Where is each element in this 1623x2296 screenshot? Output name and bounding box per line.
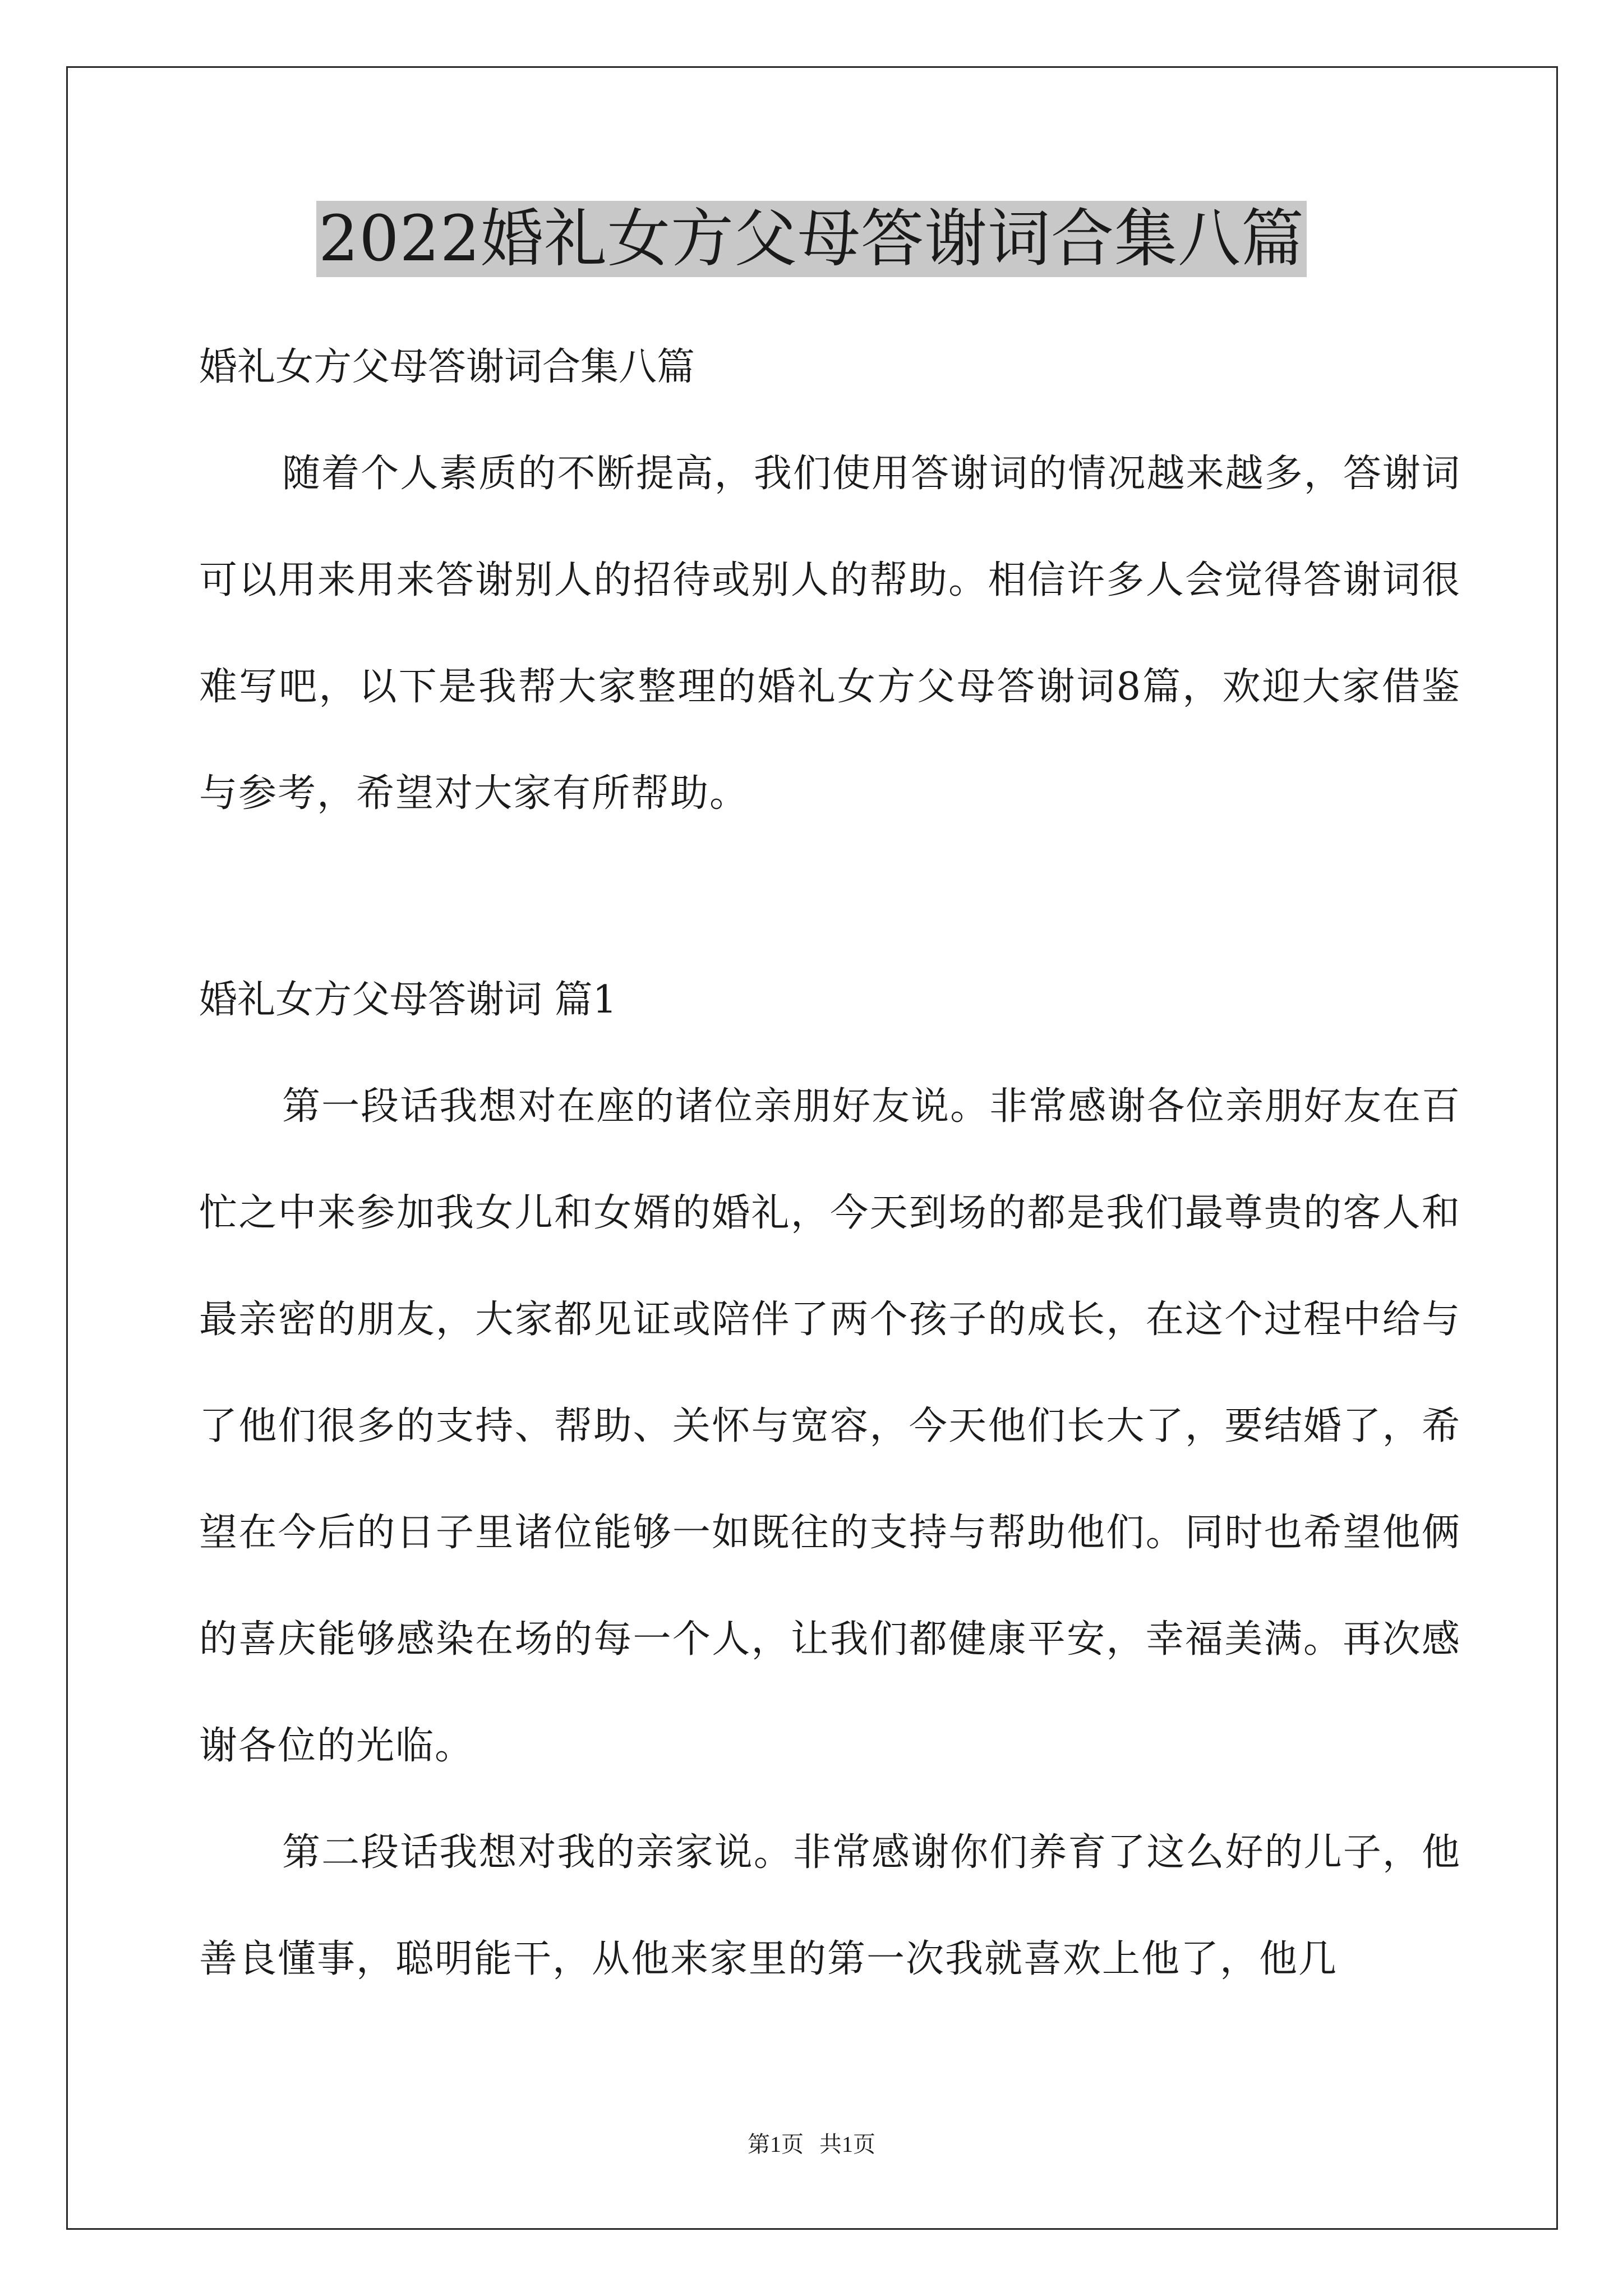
intro-paragraph: 随着个人素质的不断提高，我们使用答谢词的情况越来越多，答谢词可以用来用来答谢别人的招待或别人的帮助。相信许多人会觉得答谢词很难写吧，以下是我帮大家整理的婚礼女方父母答谢词8篇，欢迎大家借鉴与参考，希望对大家有所帮助。 — [199, 452, 1461, 816]
document-subtitle: 婚礼女方父母答谢词合集八篇 — [199, 345, 695, 389]
section-paragraph: 第二段话我想对我的亲家说。非常感谢你们养育了这么好的儿子，他善良懂事，聪明能干，从他来家里的第一次我就喜欢上他了，他几 — [199, 1830, 1461, 1981]
document-title: 2022婚礼女方父母答谢词合集八篇 — [316, 201, 1307, 277]
title-container — [0, 201, 1623, 277]
section-heading: 婚礼女方父母答谢词 篇1 — [199, 978, 617, 1022]
document-body — [199, 314, 1461, 2051]
page-number: 第1页 — [748, 2132, 804, 2157]
page-total: 共1页 — [819, 2132, 875, 2157]
section-paragraph: 第一段话我想对在座的诸位亲朋好友说。非常感谢各位亲朋好友在百忙之中来参加我女儿和女婿的婚礼，今天到场的都是我们最尊贵的客人和最亲密的朋友，大家都见证或陪伴了两个孩子的成长，在这个过程中给与了他们很多的支持、帮助、关怀与宽容，今天他们长大了，要结婚了，希望在今后的日子里诸位能够一如既往的支持与帮助他们。同时也希望他俩的喜庆能够感染在场的每一个人，让我们都健康平安，幸福美满。再次感谢各位的光临。 — [199, 1084, 1461, 1768]
page-footer — [0, 2130, 1623, 2159]
